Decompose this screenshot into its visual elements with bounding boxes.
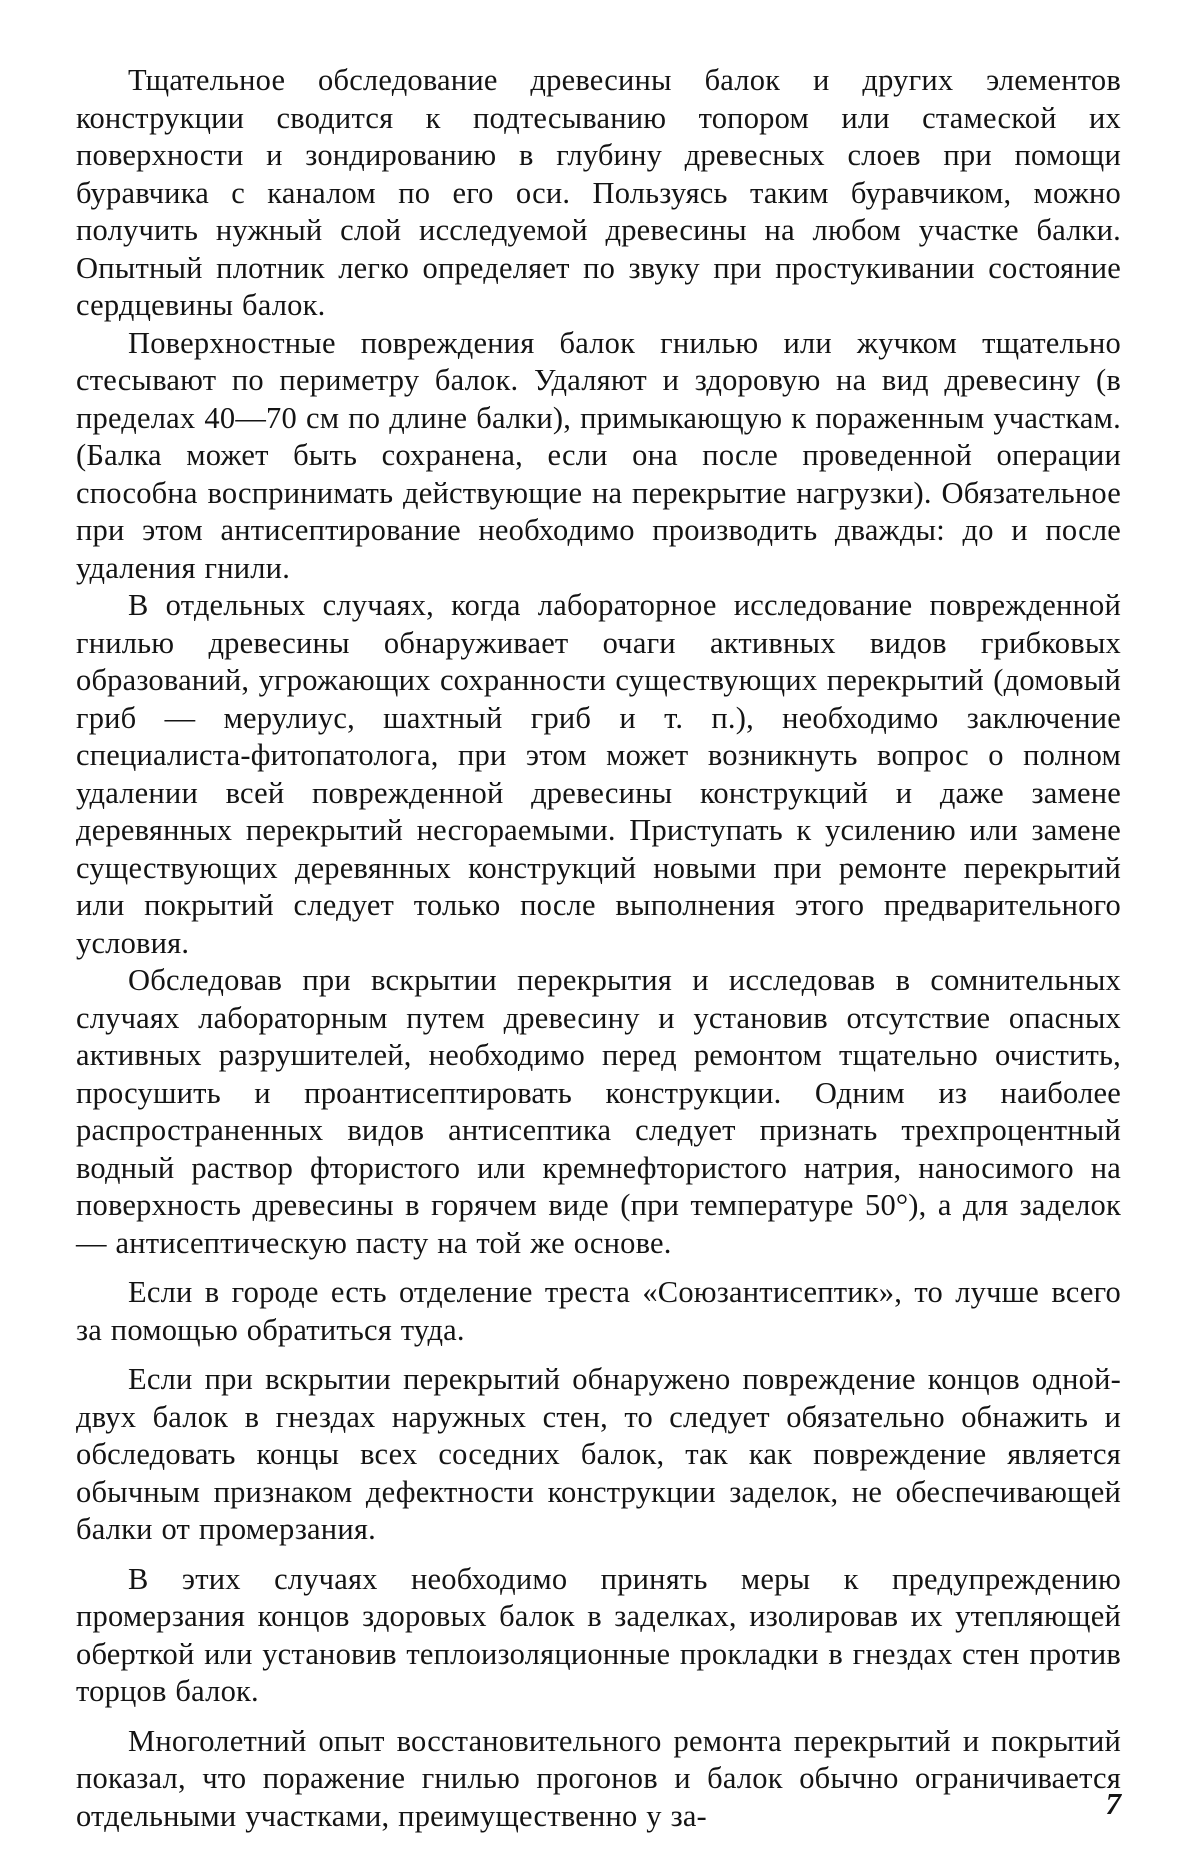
page-number: 7 (1105, 1786, 1121, 1821)
paragraph-repair-experience: Многолетний опыт восстановительного ремонта перекрытий и покрытий показал, что поражение гнилью прогонов и балок обычно ограничивается отдельными участками, преимущественно у за- (76, 1723, 1121, 1833)
paragraph-surface-damage: Поверхностные повреждения балок гнилью или жучком тщательно стесывают по периметру балок. Удаляют и здоровую на вид древесину (в пределах 40—70 см по длине балки), примыкающую к пораженным участкам. (Балка может быть сохранена, если она после проведенной операции способна воспринимать действующие на перекрытие нагрузки). Обязательное при этом антисептирование необходимо производить дважды: до и после удаления гнили. (76, 325, 1121, 585)
book-page (76, 62, 1121, 1833)
paragraph-beam-ends: Если при вскрытии перекрытий обнаружено повреждение концов одной-двух балок в гнездах наружных стен, то следует обязательно обнажить и обследовать концы всех соседних балок, так как повреждение является обычным признаком дефектности конструкции заделок, не обеспечивающей балки от промерзания. (76, 1362, 1121, 1546)
paragraph-antiseptic: Обследовав при вскрытии перекрытия и исследовав в сомнительных случаях лабораторным путем древесину и установив отсутствие опасных активных разрушителей, необходимо перед ремонтом тщательно очистить, просушить и проантисептировать конструкции. Одним из наиболее распространенных видов антисептика следует признать трехпроцентный водный раствор фтористого или кремнефтористого натрия, наносимого на поверхность древесины в горячем виде (при температуре 50°), а для заделок — антисептическую пасту на той же основе. (76, 963, 1121, 1260)
paragraph-inspection: Тщательное обследование древесины балок и других элементов конструкции сводится к подтесыванию топором или стамеской их поверхности и зондированию в глубину древесных слоев при помощи буравчика с каналом по его оси. Пользуясь таким буравчиком, можно получить нужный слой исследуемой древесины на любом участке балки. Опытный плотник легко определяет по звуку при простукивании состояние сердцевины балок. (76, 63, 1121, 322)
paragraph-trust-office: Если в городе есть отделение треста «Союзантисептик», то лучше всего за помощью обратиться туда. (76, 1275, 1121, 1347)
paragraph-fungus-cases: В отдельных случаях, когда лабораторное исследование поврежденной гнилью древесины обнаруживает очаги активных видов грибковых образований, угрожающих сохранности существующих перекрытий (домовый гриб — мерулиус, шахтный гриб и т. п.), необходимо заключение специалиста-фитопатолога, при этом может возникнуть вопрос о полном удалении всей поврежденной древесины конструкций и даже замене деревянных перекрытий несгораемыми. Приступать к усилению или замене существующих деревянных конструкций новыми при ремонте перекрытий или покрытий следует только после выполнения этого предварительного условия. (76, 588, 1121, 960)
paragraph-insulation: В этих случаях необходимо принять меры к предупреждению промерзания концов здоровых балок в заделках, изолировав их утепляющей оберткой или установив теплоизоляционные прокладки в гнездах стен против торцов балок. (76, 1561, 1121, 1708)
